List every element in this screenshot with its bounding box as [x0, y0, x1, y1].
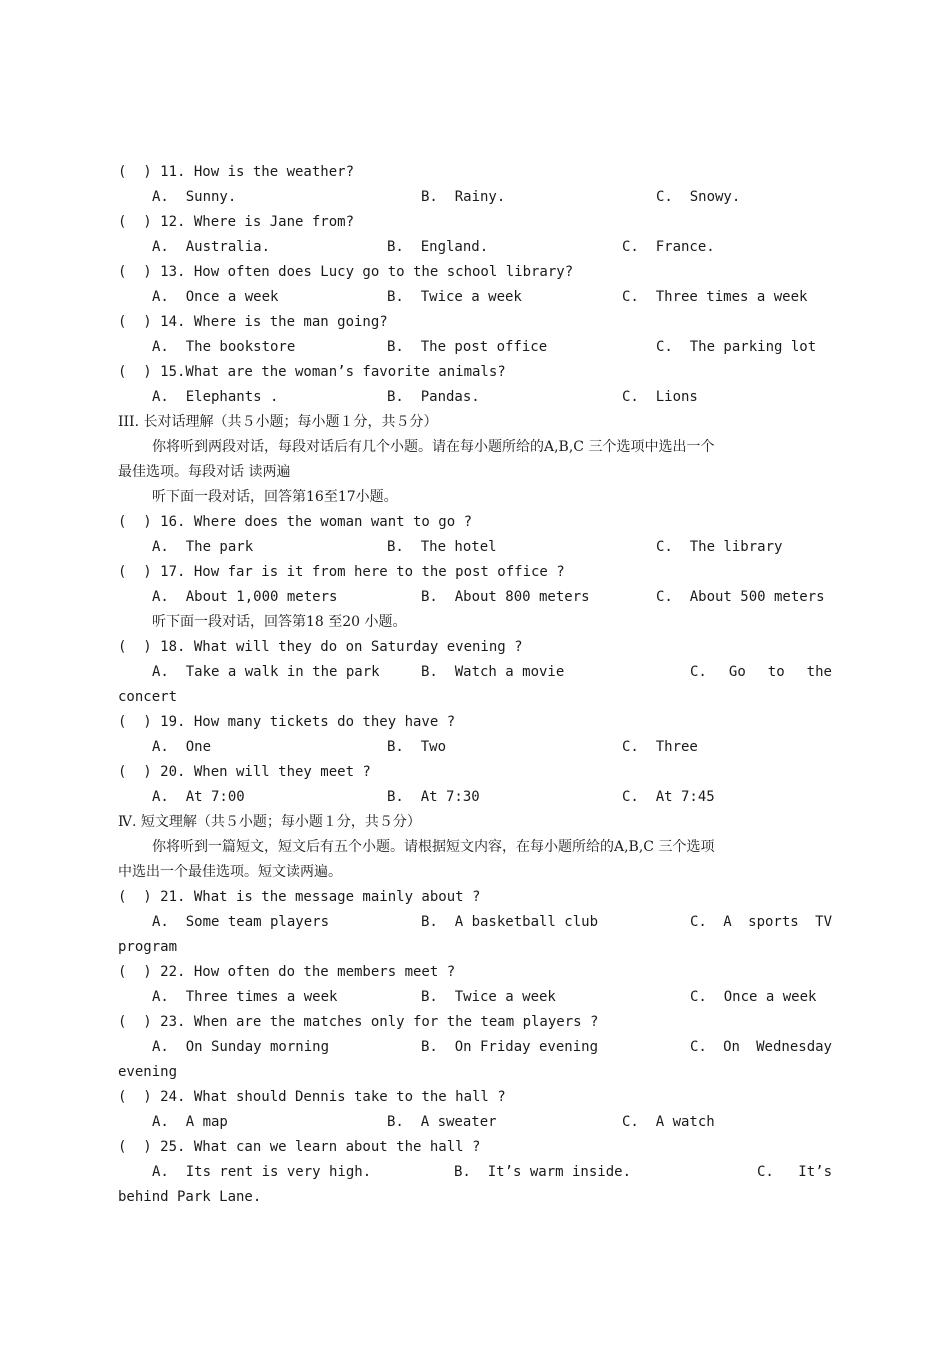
option-c: C. About 500 meters — [656, 589, 825, 605]
section-4-instructions-cont: 中选出一个最佳选项。短文读两遍。 — [118, 864, 342, 880]
option-a: A. The bookstore — [152, 339, 296, 355]
option-b: B. At 7:30 — [387, 789, 480, 805]
option-a: A. Australia. — [152, 239, 271, 255]
section-4-instructions: 你将听到一篇短文，短文后有五个小题。请根据短文内容，在每小题所给的A,B,C 三个选项 — [152, 839, 715, 855]
question-19-options — [152, 735, 698, 760]
option-c-word: the — [806, 664, 832, 680]
question-12-options — [152, 235, 715, 260]
option-c-word: A — [723, 914, 732, 930]
question-16: ( ) 16. Where does the woman want to go ? — [118, 514, 473, 530]
question-18: ( ) 18. What will they do on Saturday evening ? — [118, 639, 523, 655]
question-16-options — [152, 535, 783, 560]
option-a: A. At 7:00 — [152, 789, 245, 805]
option-c — [690, 910, 832, 935]
question-21: ( ) 21. What is the message mainly about ? — [118, 889, 481, 905]
option-a: A. Once a week — [152, 289, 279, 305]
option-c-word: sports — [748, 914, 799, 930]
option-c: C. A watch — [622, 1114, 715, 1130]
option-c: C. Lions — [622, 389, 698, 405]
option-b: B. On Friday evening — [421, 1039, 599, 1055]
option-c: C. Once a week — [690, 989, 817, 1005]
option-c-word: to — [767, 664, 785, 680]
option-a: A. On Sunday morning — [152, 1039, 330, 1055]
question-20: ( ) 20. When will they meet ? — [118, 764, 371, 780]
option-c-word: C. — [690, 664, 707, 680]
question-22: ( ) 22. How often do the members meet ? — [118, 964, 456, 980]
option-a: A. One — [152, 739, 212, 755]
question-25-options — [152, 1160, 832, 1185]
question-13-options — [152, 285, 808, 310]
option-b: B. A basketball club — [421, 914, 599, 930]
question-19: ( ) 19. How many tickets do they have ? — [118, 714, 456, 730]
option-c: C. At 7:45 — [622, 789, 715, 805]
option-b: B. The hotel — [387, 539, 497, 555]
question-11: ( ) 11. How is the weather? — [118, 164, 355, 180]
option-c-word: Go — [728, 664, 746, 680]
question-14: ( ) 14. Where is the man going? — [118, 314, 388, 330]
option-c: C. Snowy. — [656, 189, 741, 205]
question-20-options — [152, 785, 715, 810]
option-b: B. About 800 meters — [421, 589, 590, 605]
option-a: A. Take a walk in the park — [152, 664, 380, 680]
option-a: A. Elephants . — [152, 389, 279, 405]
section-3-heading: III. 长对话理解（共５小题；每小题１分，共５分） — [118, 414, 438, 430]
option-b: B. Rainy. — [421, 189, 506, 205]
option-b: B. Watch a movie — [421, 664, 565, 680]
option-c-wrap: evening — [118, 1064, 178, 1080]
option-b: B. A sweater — [387, 1114, 497, 1130]
section-4-heading: Ⅳ. 短文理解（共５小题；每小题１分，共５分） — [118, 814, 421, 830]
option-b: B. Twice a week — [421, 989, 556, 1005]
option-b: B. The post office — [387, 339, 548, 355]
option-c-word: On — [723, 1039, 740, 1055]
question-11-options — [152, 185, 741, 210]
option-a: A. A map — [152, 1114, 228, 1130]
option-c-wrap: program — [118, 939, 178, 955]
question-24-options — [152, 1110, 715, 1135]
option-c: C. The library — [656, 539, 783, 555]
option-a: A. Some team players — [152, 914, 330, 930]
dialogue-2-note: 听下面一段对话，回答第18 至20 小题。 — [152, 614, 407, 630]
question-15: ( ) 15.What are the woman’s favorite animals? — [118, 364, 506, 380]
question-24: ( ) 24. What should Dennis take to the hall ? — [118, 1089, 506, 1105]
option-b: B. England. — [387, 239, 489, 255]
question-23-options — [152, 1035, 832, 1060]
option-c: C. Three — [622, 739, 698, 755]
option-b: B. Pandas. — [387, 389, 480, 405]
question-14-options — [152, 335, 817, 360]
option-a: A. Three times a week — [152, 989, 338, 1005]
option-c — [690, 1035, 832, 1060]
question-18-options — [152, 660, 832, 685]
section-3-instructions-cont: 最佳选项。每段对话 读两遍 — [118, 464, 291, 480]
option-c: C. France. — [622, 239, 715, 255]
question-17-options — [152, 585, 825, 610]
question-17: ( ) 17. How far is it from here to the post office ? — [118, 564, 565, 580]
section-3-instructions: 你将听到两段对话，每段对话后有几个小题。请在每小题所给的A,B,C 三个选项中选出一个 — [152, 439, 715, 455]
option-c — [757, 1160, 832, 1185]
option-c-word: It’s — [798, 1164, 832, 1180]
question-22-options — [152, 985, 817, 1010]
question-21-options — [152, 910, 832, 935]
option-c-word: C. — [690, 1039, 707, 1055]
question-25: ( ) 25. What can we learn about the hall ? — [118, 1139, 481, 1155]
question-23: ( ) 23. When are the matches only for the team players ? — [118, 1014, 599, 1030]
option-b: B. Twice a week — [387, 289, 522, 305]
option-c — [690, 660, 832, 685]
dialogue-1-note: 听下面一段对话，回答第16至17小题。 — [152, 489, 398, 505]
option-a: A. Its rent is very high. — [152, 1164, 372, 1180]
option-b: B. It’s warm inside. — [454, 1164, 632, 1180]
question-12: ( ) 12. Where is Jane from? — [118, 214, 355, 230]
option-c-word: C. — [690, 914, 707, 930]
option-c-word: TV — [815, 914, 832, 930]
option-c: C. Three times a week — [622, 289, 808, 305]
option-c-word: Wednesday — [756, 1039, 832, 1055]
option-a: A. The park — [152, 539, 254, 555]
question-15-options — [152, 385, 698, 410]
option-c: C. The parking lot — [656, 339, 817, 355]
question-13: ( ) 13. How often does Lucy go to the school library? — [118, 264, 574, 280]
option-b: B. Two — [387, 739, 447, 755]
option-c-wrap: concert — [118, 689, 178, 705]
option-c-word: C. — [757, 1164, 774, 1180]
option-a: A. Sunny. — [152, 189, 237, 205]
option-a: A. About 1,000 meters — [152, 589, 338, 605]
option-c-wrap: behind Park Lane. — [118, 1189, 262, 1205]
